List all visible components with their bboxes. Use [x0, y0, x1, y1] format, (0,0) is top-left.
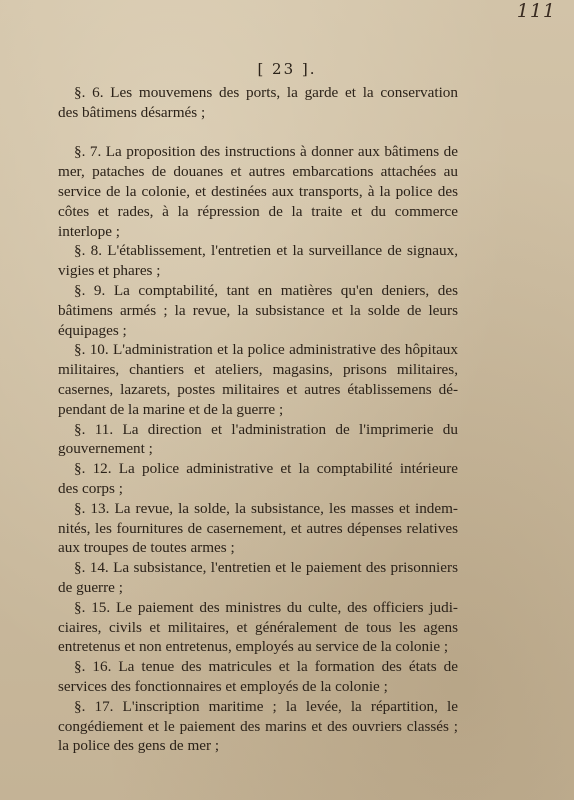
- text-line: §. 15. Le paiement des ministres du culte, des officiers judi-: [74, 598, 458, 616]
- paragraph-12: [58, 459, 458, 499]
- paragraph-11: [58, 420, 458, 460]
- paragraph-8: [58, 241, 458, 281]
- paragraph-14: [58, 558, 458, 598]
- paragraph-9: [58, 281, 458, 340]
- text-line: §. 12. La police administrative et la comptabilité intérieure: [74, 460, 458, 478]
- paragraph-15: [58, 598, 458, 657]
- text-line: bâtimens armés ; la revue, la subsistance et la solde de leurs: [58, 301, 458, 319]
- text-line: vigies et phares ;: [58, 262, 161, 280]
- text-line: des bâtimens désarmés ;: [58, 103, 206, 121]
- text-line: côtes et rades, à la répression de la traite et du commerce: [58, 202, 458, 220]
- text-line: interlope ;: [58, 222, 120, 240]
- text-line: militaires, chantiers et ateliers, magasins, prisons militaires,: [58, 361, 458, 379]
- text-line: pendant de la marine et de la guerre ;: [58, 400, 284, 418]
- page-number: [ 23 ].: [257, 60, 317, 78]
- text-line: §. 14. La subsistance, l'entretien et le paiement des prisonniers: [74, 559, 458, 577]
- text-line: des corps ;: [58, 479, 123, 497]
- text-line: §. 7. La proposition des instructions à donner aux bâtimens de: [74, 143, 458, 161]
- paragraph-17: [58, 697, 458, 756]
- text-line: ciaires, civils et militaires, et généralement de tous les agens: [58, 618, 458, 636]
- paragraph-16: [58, 657, 458, 697]
- paragraph-6: [58, 83, 458, 123]
- body-text: [58, 83, 458, 756]
- text-line: §. 13. La revue, la solde, la subsistance, les masses et indem-: [74, 499, 458, 517]
- text-line: nités, les fournitures de casernement, et autres dépenses relatives: [58, 519, 458, 537]
- paragraph-7: [58, 142, 458, 241]
- folio-number: 111: [516, 0, 556, 22]
- text-line: §. 6. Les mouvemens des ports, la garde et la conservation: [74, 84, 458, 101]
- text-line: congédiement et le paiement des marins et des ouvriers classés ;: [58, 717, 458, 735]
- text-line: la police des gens de mer ;: [58, 737, 220, 755]
- text-line: entretenus et non entretenus, employés au service de la colonie ;: [58, 638, 449, 656]
- paragraph-13: [58, 499, 458, 558]
- text-line: équipages ;: [58, 321, 127, 339]
- text-line: §. 8. L'établissement, l'entretien et la surveillance de signaux,: [74, 242, 458, 260]
- text-line: gouvernement ;: [58, 440, 153, 458]
- paragraph-10: [58, 340, 458, 419]
- text-line: mer, pataches de douanes et autres embarcations attachées au: [58, 163, 458, 181]
- text-line: §. 17. L'inscription maritime ; la levée, la répartition, le: [74, 697, 458, 715]
- text-line: §. 16. La tenue des matricules et la formation des états de: [74, 658, 458, 676]
- text-line: service de la colonie, et destinées aux transports, à la police des: [58, 182, 458, 200]
- text-line: §. 9. La comptabilité, tant en matières qu'en deniers, des: [74, 281, 458, 299]
- text-line: services des fonctionnaires et employés de la colonie ;: [58, 677, 388, 695]
- text-line: aux troupes de toutes armes ;: [58, 539, 235, 557]
- text-line: casernes, lazarets, postes militaires et autres établissemens dé-: [58, 380, 458, 398]
- text-line: §. 10. L'administration et la police administrative des hôpitaux: [74, 341, 458, 359]
- text-line: de guerre ;: [58, 578, 123, 596]
- text-line: §. 11. La direction et l'administration de l'imprimerie du: [74, 420, 458, 438]
